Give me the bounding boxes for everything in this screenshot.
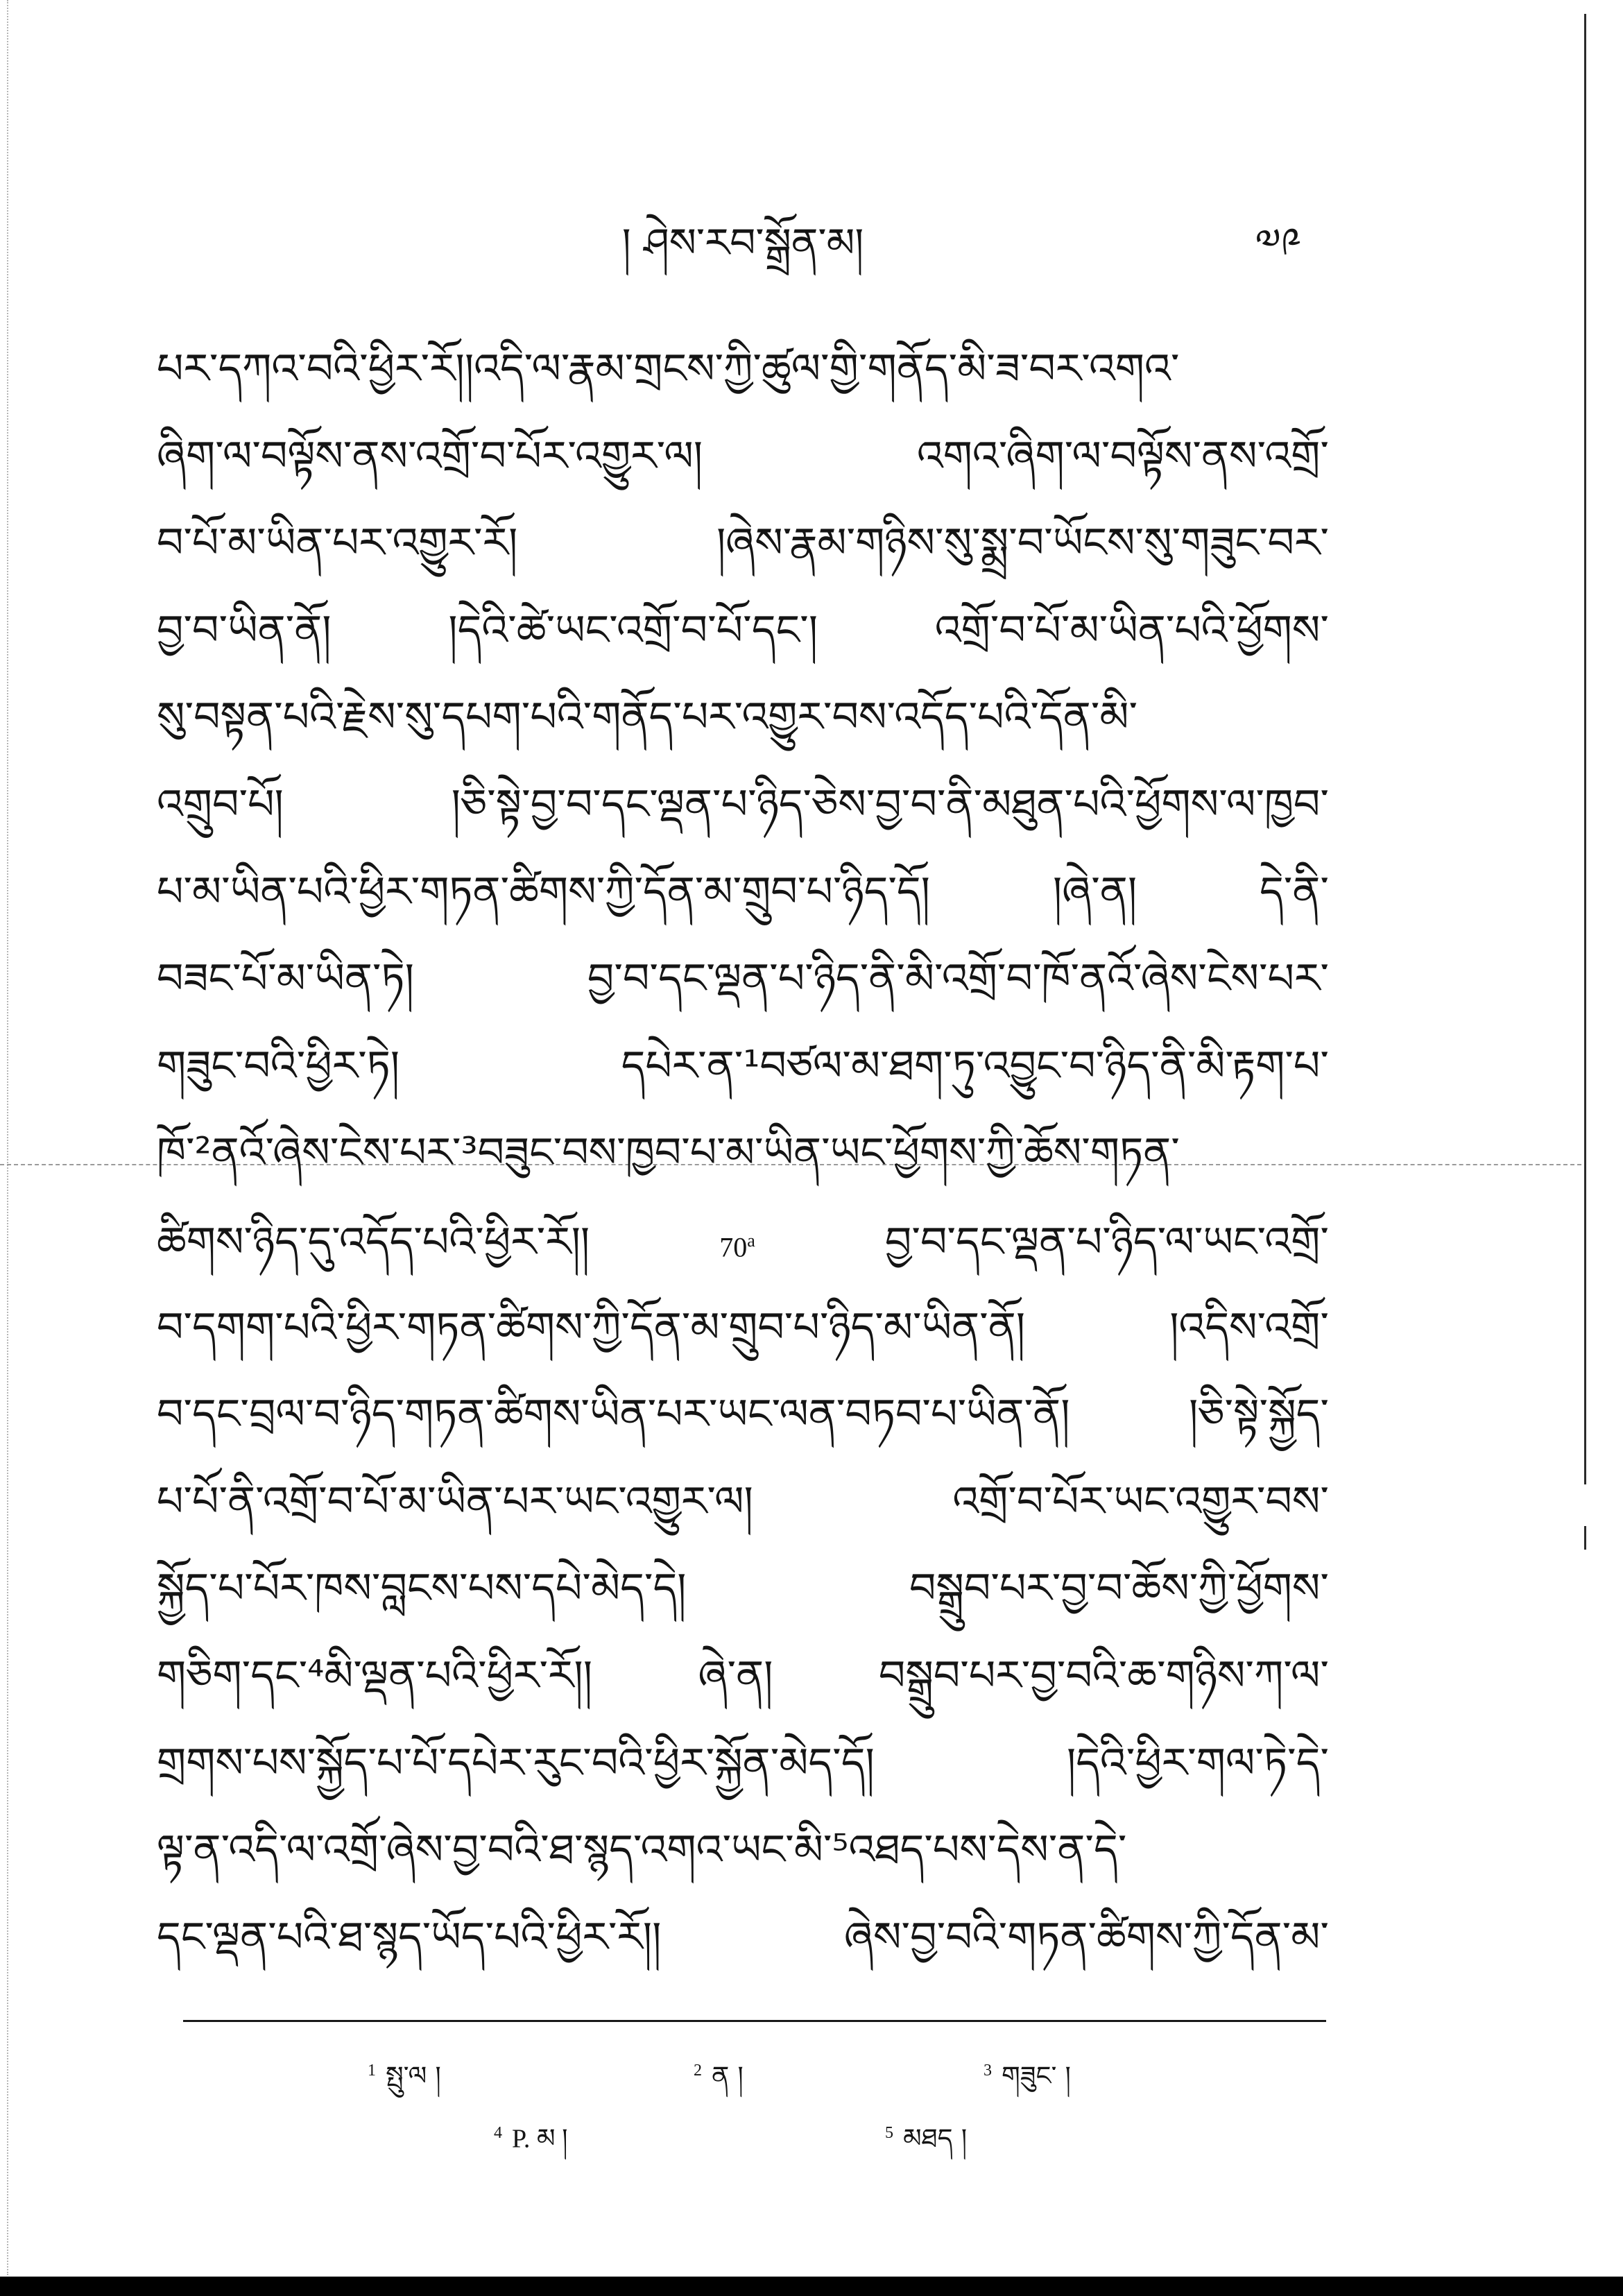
footnote-rule [183,2020,1326,2022]
main-text [157,326,1329,1981]
folio-side: a [747,1230,755,1251]
footnote-number: 1 [368,2062,376,2080]
footnote-text: མཐད ། [903,2123,968,2154]
footnote-4 [494,2112,568,2160]
text-line: བྱ་བ་ཡིན་ནོ། །དེའི་ཚེ་ཡང་འགྲོ་བ་པོ་དང་། འགྲོ་བ་པོ་མ་ཡིན་པའི་ཕྱོགས་ [157,606,1329,655]
text-line: པ་མ་ཡིན་པའི་ཕྱིར་གཏན་ཚིགས་ཀྱི་དོན་མ་གྲུབ་པ་ཉིད་དོ། །ཞེ་ན། དེ་ནི་ [157,867,1329,916]
footnote-number: 4 [494,2124,502,2142]
page-header [157,208,1329,277]
footnote-2 [694,2050,744,2097]
scan-left-edge [7,0,8,2275]
text-line: བཟང་པོ་མ་ཡིན་ཏེ། བྱ་བ་དང་ལྡན་པ་ཉིད་ནི་མི་འགྲོ་བ་ཁོ་ནའོ་ཞེས་ངེས་པར་ [157,954,1329,1004]
page-number: ༧༩ [1255,219,1301,266]
footnote-text: སྤུ་ལ ། [386,2060,441,2091]
text-line: པ་པོ་ནི་འགྲོ་བ་པོ་མ་ཡིན་པར་ཡང་འགྱུར་ལ། འགྲོ་བ་པོར་ཡང་འགྱུར་བས་ [157,1477,1329,1526]
text-segment: བྱ་བ་དང་ལྡན་པ་ཉིད་ལ་ཡང་འགྲོ་ [884,1218,1329,1267]
running-title: ། ཤེས་རབ་སྒྲོན་མ། [621,219,864,266]
footnote-5 [885,2112,967,2159]
text-line: གྲགས་པས་སྐྱོད་པ་པོ་དཔེར་རུང་བའི་ཕྱིར་སྐྱོན་མེད་དོ། །དེའི་ཕྱིར་གལ་ཏེ་དེ་ [157,1738,1329,1788]
text-line: ཁོ་²ནའོ་ཞེས་ངེས་པར་³བཟུང་བས་ཁྱབ་པ་མ་ཡིན་ཡང་ཕྱོགས་ཀྱི་ཆོས་གཏན་ [157,1129,1180,1178]
text-line: ལྟ་ན་འདི་ལ་འགྲོ་ཞེས་བྱ་བའི་ཐ་སྙད་འགའ་ཡང་མི་⁵འཐད་པས་དེས་ན་དེ་ [157,1826,1127,1875]
text-line: བ་དང་བྲལ་བ་ཉིད་གཏན་ཚིགས་ཡིན་པར་ཡང་ལན་བཏབ་པ་ཡིན་ནོ། །ཅི་སྟེ་སྐྱོད་ [157,1390,1329,1439]
text-line: གཟུང་བའི་ཕྱིར་ཏེ། དཔེར་ན་¹བཙལ་མ་ཐག་ཏུ་འབྱུང་བ་ཉིད་ནི་མི་རྟག་པ་ [157,1041,1329,1090]
text-line: སུ་བསྟན་པའི་རྗེས་སུ་དཔག་པའི་གནོད་པར་འགྱུར་བས་འདོད་པའི་དོན་མི་ [157,693,1138,742]
text-line: དང་ལྡན་པའི་ཐ་སྙད་ཡོད་པའི་ཕྱིར་རོ།། ཞེས་བྱ་བའི་གཏན་ཚིགས་ཀྱི་དོན་མ་ [157,1912,1329,1962]
footnote-text: གཟུང་ ། [1002,2060,1071,2091]
text-line-with-folio-mark [157,1197,1329,1285]
text-line: བ་པོ་མ་ཡིན་པར་འགྱུར་རོ། །ཞེས་རྣམ་གཉིས་སུ་སྨྲ་བ་ཡོངས་སུ་གཟུང་བར་ [157,519,1329,568]
footnote-number: 2 [694,2062,702,2080]
footnote-number: 5 [885,2124,893,2142]
footnote-text: ན ། [712,2060,744,2091]
binding-edge-tick [1584,1526,1586,1550]
text-line: སྐྱོད་པ་པོར་ཁས་བླངས་པས་དཔེ་མེད་དེ། བསྒྲུབ་པར་བྱ་བ་ཆོས་ཀྱི་ཕྱོགས་ [157,1564,1329,1613]
footnote-1 [368,2050,441,2097]
folio-mark [719,1197,755,1285]
folio-number: 70 [719,1231,748,1263]
footnote-number: 3 [984,2062,992,2080]
text-line: པར་དཀའ་བའི་ཕྱིར་རོ།།འདི་ལ་རྣམ་གྲངས་ཀྱི་ཚུལ་གྱི་གནོད་མི་ཟ་བར་འགའ་ [157,345,1180,393]
text-line: བ་དགག་པའི་ཕྱིར་གཏན་ཚིགས་ཀྱི་དོན་མ་གྲུབ་པ་ཉིད་མ་ཡིན་ནོ། །འདིས་འགྲོ་ [157,1303,1329,1352]
footnote-text: P. མ ། [512,2124,568,2154]
text-line: འགྲུབ་པོ། །ཅི་སྟེ་བྱ་བ་དང་ལྡན་པ་ཉིད་ཅེས་བྱ་བ་ནི་མཐུན་པའི་ཕྱོགས་ལ་ཁྱབ་ [157,780,1329,829]
scan-bottom-edge [0,2277,1623,2296]
binding-edge-line [1584,14,1586,1484]
text-line: གཅིག་དང་⁴མི་ལྡན་པའི་ཕྱིར་རོ།། ཞེ་ན། བསྒྲུབ་པར་བྱ་བའི་ཆ་གཉིས་ཀ་ལ་ [157,1651,1329,1700]
text-segment: ཚིགས་ཉིད་དུ་འདོད་པའི་ཕྱིར་རོ།། [157,1218,590,1267]
footnote-3 [984,2050,1071,2097]
text-line: ཞིག་ལ་བལྟོས་ནས་འགྲོ་བ་པོར་འགྱུར་ལ། འགའ་ཞིག་ལ་བལྟོས་ནས་འགྲོ་ [157,431,1329,481]
